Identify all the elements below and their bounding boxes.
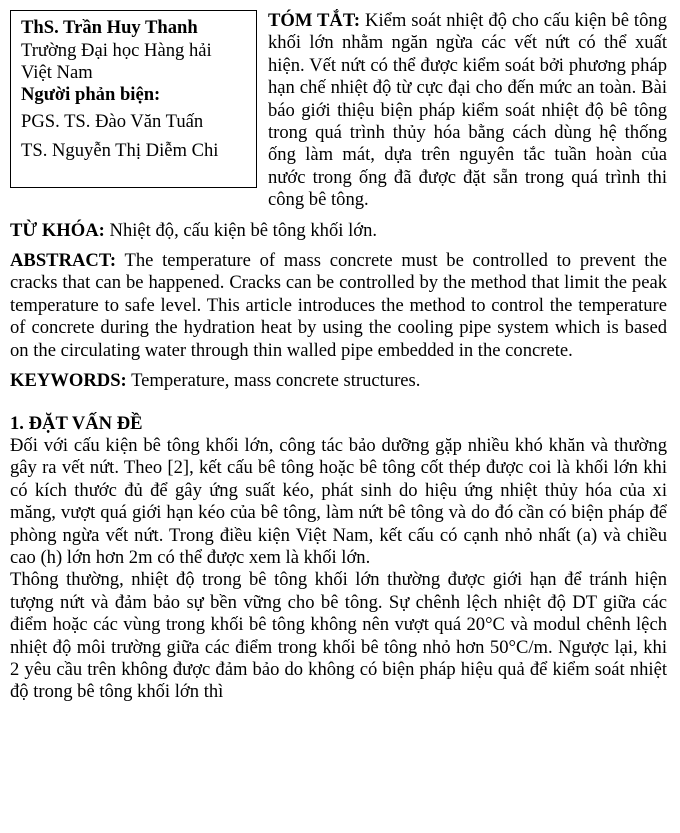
keywords-en-label: KEYWORDS: [10, 370, 127, 392]
section-1-title: 1. ĐẶT VẤN ĐỀ [10, 412, 143, 434]
abstract-text: The temperature of mass concrete must be controlled to prevent the cracks that can be happened. Cracks can be controlled by the method that limit the peak temperature to safe level. This article introduces the method to control the temperature of concrete during the hydration heat by using the cooling pipe system which is based on the circulating water through thin walled pipe embedded in the concrete. [10, 250, 668, 361]
author-affiliation: Trường Đại học Hàng hải Việt Nam [21, 39, 212, 83]
keywords-vi-label: TỪ KHÓA: [10, 219, 105, 241]
paper-page [10, 10, 667, 704]
section-1-paragraph-2: Thông thường, nhiệt độ trong bê tông khối lớn thường được giới hạn để tránh hiện tượng nứt và đảm bảo sự bền vững cho bê tông. Sự chênh lệch nhiệt độ DT giữa các điểm hoặc các vùng trong khối bê tông không nên vượt quá 20°C và modul chênh lệch nhiệt độ môi trường giữa các điểm trong khối bê tông nhỏ hơn 50°C/m. Ngược lại, khi 2 yêu cầu trên không được đảm bảo do không có biện pháp hiệu quả để kiểm soát nhiệt độ trong bê tông khối lớn thì [10, 569, 667, 703]
section-1-paragraph-1: Đối với cấu kiện bê tông khối lớn, công tác bảo dưỡng gặp nhiều khó khăn và thường gây ra vết nứt. Theo [2], kết cấu bê tông hoặc bê tông cốt thép được coi là khối lớn khi có kích thước đủ để gây ứng suất kéo, phát sinh do hiệu ứng nhiệt thủy hóa của xi măng, vượt quá giới hạn kéo của bê tông, làm nứt bê tông và do đó cần có biện pháp để phòng ngừa vết nứt. Trong điều kiện Việt Nam, kết cấu có cạnh nhỏ nhất (a) và chiều cao (h) lớn hơn 2m có thể được xem là khối lớn. [10, 434, 667, 568]
abstract-english [10, 250, 667, 362]
reviewer-1: PGS. TS. Đào Văn Tuấn [21, 111, 204, 132]
keywords-vietnamese [10, 220, 667, 242]
reviewer-2: TS. Nguyễn Thị Diễm Chi [21, 139, 219, 161]
summary-text: Kiểm soát nhiệt độ cho cấu kiện bê tông khối lớn nhằm ngăn ngừa các vết nứt có thể xuất hiện. Vết nứt có thể được kiểm soát bởi phương pháp hạn chế nhiệt độ từ cực đại cho đến mức an toàn. Bài báo giới thiệu biện pháp kiểm soát nhiệt độ bê tông trong quá trình thủy hóa bằng cách dùng hệ thống ống làm mát, dựa trên nguyên tắc tuần hoàn của nước trong ống đã được đặt sẵn trong quá trình thi công bê tông. [268, 10, 667, 211]
reviewers-label: Người phản biện: [21, 83, 161, 105]
keywords-en-text: Temperature, mass concrete structures. [131, 370, 421, 392]
author-name: ThS. Trần Huy Thanh [21, 17, 198, 38]
abstract-label: ABSTRACT: [10, 250, 117, 272]
keywords-english [10, 370, 667, 392]
author-info-box [10, 10, 257, 188]
summary-label: TÓM TẮT: [268, 10, 361, 31]
keywords-vi-text: Nhiệt độ, cấu kiện bê tông khối lớn. [109, 219, 378, 241]
